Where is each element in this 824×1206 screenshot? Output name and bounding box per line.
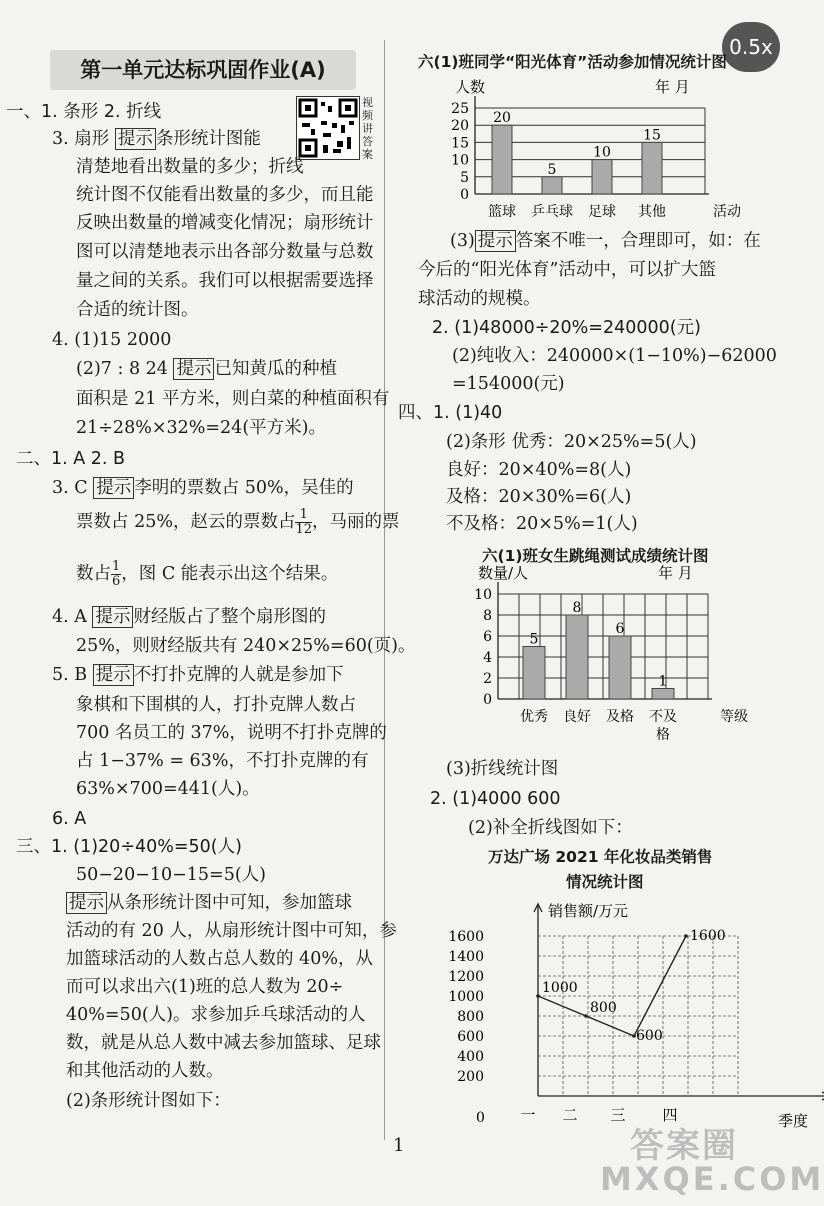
y-axis-label: 销售额/万元 (548, 902, 629, 920)
s2-line1: 二、1. A 2. B (16, 449, 126, 469)
s2-line8: 象棋和下围棋的人，打扑克牌人数占 (76, 695, 356, 715)
x-tick-label: 二 (562, 1106, 578, 1124)
bar-value-label: 5 (547, 161, 557, 178)
y-tick-label: 20 (451, 118, 469, 135)
data-label: 600 (636, 1028, 663, 1044)
r-line8: (2)条形 优秀：20×25%=5(人) (446, 432, 697, 452)
data-label: 800 (590, 1000, 617, 1016)
qr-code-icon[interactable] (296, 96, 360, 160)
y-tick-label: 1400 (448, 949, 484, 965)
y-tick-label: 200 (457, 1069, 484, 1085)
s3-line5: 加篮球活动的人数占总人数的 40%，从 (66, 949, 373, 969)
s3-line6: 而可以求出六(1)班的总人数为 20÷ (66, 977, 344, 997)
y-tick-label: 1000 (448, 989, 484, 1005)
y-tick-label: 10 (474, 587, 492, 603)
s2-line5: 4. A 提示 财经版占了整个扇形图的 (52, 607, 326, 627)
x-tick-label: 三 (610, 1106, 626, 1124)
r-line11: 不及格：20×5%=1(人) (446, 514, 638, 534)
origin-label: 0 (476, 1110, 485, 1126)
s3-line2: 50−20−10−15=5(人) (76, 865, 267, 885)
x-axis-label: 活动 (713, 204, 741, 220)
x-tick-label: 优秀 (520, 709, 548, 725)
bar-value-label: 6 (615, 621, 625, 637)
y-tick-label: 8 (483, 608, 492, 624)
fraction-1-6: $\frac{1}{6}$ (112, 559, 121, 589)
hint-tag: 提示 (93, 477, 134, 499)
x-tick-label: 足球 (588, 204, 616, 220)
chart1-svg (445, 72, 765, 232)
chart2-title: 六(1)班女生跳绳测试成绩统计图 (482, 547, 709, 565)
hint-tag: 提示 (66, 892, 107, 914)
s1-line11: 面积是 21 平方米，则白菜的种植面积有 (76, 389, 390, 409)
s2-line11: 63%×700=441(人)。 (76, 779, 260, 799)
watermark-logo: 答案圈 (630, 1126, 738, 1166)
page-number: 1 (393, 1135, 405, 1156)
r-line12: (3)折线统计图 (446, 759, 559, 779)
y-axis-label: 数量/人 (478, 564, 529, 582)
y-tick-label: 25 (451, 101, 469, 117)
s2-line12: 6. A (52, 809, 87, 829)
data-label: 1000 (542, 980, 578, 996)
data-point (536, 994, 540, 998)
hint-tag: 提示 (115, 128, 156, 150)
s3-line7: 40%=50(人)。求参加乒乓球活动的人 (66, 1005, 366, 1025)
y-axis-label: 人数 (455, 78, 486, 96)
y-tick-label: 10 (451, 152, 469, 169)
bar (609, 636, 631, 699)
s2-line6: 25%，则财经版共有 240×25%=60(页)。 (76, 636, 416, 656)
x-tick-label: 乒乓球 (531, 204, 573, 220)
x-tick-label: 不及 (649, 709, 677, 725)
s3-line4: 活动的有 20 人，从扇形统计图中可知，参 (66, 921, 397, 941)
chart3-title-line1: 万达广场 2021 年化妆品类销售 (488, 848, 713, 866)
s1-line1: 一、1. 条形 2. 折线 (6, 102, 162, 122)
s1-line12: 21÷28%×32%=24(平方米)。 (76, 418, 326, 438)
chart3-svg (440, 890, 809, 1130)
y-tick-label: 1200 (448, 969, 484, 985)
bar-value-label: 20 (493, 110, 511, 127)
bar (523, 647, 545, 700)
r-line1: (3) 提示 答案不唯一，合理即可，如：在 (450, 231, 761, 251)
x-tick-label: 四 (662, 1106, 678, 1124)
x-tick-label: 其他 (638, 204, 666, 220)
s3-line3: 提示 从条形统计图中可知，参加篮球 (66, 890, 352, 916)
x-tick-label: 格 (656, 727, 670, 743)
date-label: 年 月 (655, 78, 690, 96)
s1-line7: 量之间的关系。我们可以根据需要选择 (76, 271, 374, 291)
bar (542, 177, 562, 194)
r-line3: 球活动的规模。 (418, 289, 541, 309)
y-tick-label: 0 (460, 187, 469, 203)
hint-tag: 提示 (93, 664, 134, 686)
x-axis-label: 季度 (778, 1112, 809, 1130)
s1-line5: 反映出数量的增减变化情况；扇形统计 (76, 213, 374, 233)
bar-value-label: 10 (593, 144, 611, 161)
y-tick-label: 4 (483, 650, 492, 666)
s1-line4: 统计图不仅能看出数量的多少，而且能 (76, 185, 374, 205)
data-point (684, 934, 688, 938)
x-tick-label: 良好 (563, 709, 591, 725)
bar (492, 125, 512, 194)
y-tick-label: 15 (451, 135, 469, 152)
s2-line4: 数占 $\frac{1}{6}$ ，图 C 能表示出这个结果。 (76, 559, 339, 589)
y-tick-label: 800 (457, 1009, 484, 1025)
y-tick-label: 400 (457, 1049, 484, 1065)
bar (642, 142, 662, 194)
r-line2: 今后的“阳光体育”活动中，可以扩大篮 (418, 260, 716, 280)
fraction-1-12: $\frac{1}{12}$ (295, 507, 313, 537)
y-tick-label: 5 (460, 169, 469, 186)
data-point (584, 1014, 588, 1018)
bar-value-label: 5 (529, 631, 539, 648)
s2-line10: 占 1−37% = 63%，不打扑克牌的有 (76, 751, 369, 771)
watermark-url: MXQE.COM (600, 1160, 824, 1198)
bar (652, 689, 674, 700)
s1-line2: 3. 扇形 提示 条形统计图能 (52, 129, 261, 149)
column-divider (384, 40, 385, 1140)
s1-line10: (2)7 : 8 24 提示 已知黄瓜的种植 (76, 359, 337, 379)
hint-tag: 提示 (475, 230, 516, 252)
r-line9: 良好：20×40%=8(人) (446, 460, 632, 480)
bar-value-label: 1 (658, 673, 668, 690)
x-tick-label: 一 (520, 1106, 536, 1124)
page-title: 第一单元达标巩固作业(A) (50, 50, 356, 90)
bar (566, 615, 588, 699)
y-tick-label: 6 (483, 629, 492, 645)
speed-badge[interactable]: 0.5x (722, 22, 780, 72)
x-tick-label: 及格 (606, 709, 634, 725)
r-line7: 四、1. (1)40 (398, 403, 503, 423)
hint-tag: 提示 (173, 358, 214, 380)
qr-label: 视频讲答案 (362, 96, 373, 161)
r-line13: 2. (1)4000 600 (430, 789, 561, 809)
s1-line8: 合适的统计图。 (76, 300, 199, 320)
s2-line3: 票数占 25%，赵云的票数占 $\frac{1}{12}$ ，马丽的票 (76, 507, 400, 537)
bar-value-label: 15 (643, 127, 661, 144)
chart3-title-line2: 情况统计图 (566, 873, 644, 891)
chart1-title: 六(1)班同学“阳光体育”活动参加情况统计图 (418, 53, 727, 71)
hint-tag: 提示 (92, 606, 133, 628)
s2-line7: 5. B 提示 不打扑克牌的人就是参加下 (52, 665, 344, 685)
x-tick-label: 篮球 (488, 204, 516, 220)
y-tick-label: 1600 (448, 929, 484, 945)
s3-line1: 三、1. (1)20÷40%=50(人) (16, 837, 242, 857)
y-tick-label: 0 (483, 692, 492, 708)
r-line4: 2. (1)48000÷20%=240000(元) (432, 318, 701, 338)
r-line6: =154000(元) (452, 374, 565, 394)
date-label: 年 月 (658, 564, 693, 582)
s1-line3: 清楚地看出数量的多少；折线 (76, 157, 304, 177)
bar (592, 160, 612, 194)
bar-value-label: 8 (572, 600, 582, 616)
s3-line8: 数，就是从总人数中减去参加篮球、足球 (66, 1033, 381, 1053)
y-tick-label: 2 (483, 671, 492, 687)
r-line5: (2)纯收入：240000×(1−10%)−62000 (452, 346, 777, 366)
s3-line9: 和其他活动的人数。 (66, 1061, 224, 1081)
s1-line9: 4. (1)15 2000 (52, 330, 172, 350)
s2-line9: 700 名员工的 37%，说明不打扑克牌的 (76, 723, 387, 743)
s1-line6: 图可以清楚地表示出各部分数量与总数 (76, 242, 374, 262)
data-label: 1600 (690, 928, 726, 944)
s3-line10: (2)条形统计图如下： (66, 1091, 231, 1111)
y-tick-label: 600 (457, 1029, 484, 1045)
x-axis-label: 等级 (720, 709, 748, 725)
chart2-svg (470, 565, 770, 755)
r-line10: 及格：20×30%=6(人) (446, 487, 632, 507)
s2-line2: 3. C 提示 李明的票数占 50%，吴佳的 (52, 478, 354, 498)
r-line14: (2)补全折线图如下： (468, 818, 633, 838)
